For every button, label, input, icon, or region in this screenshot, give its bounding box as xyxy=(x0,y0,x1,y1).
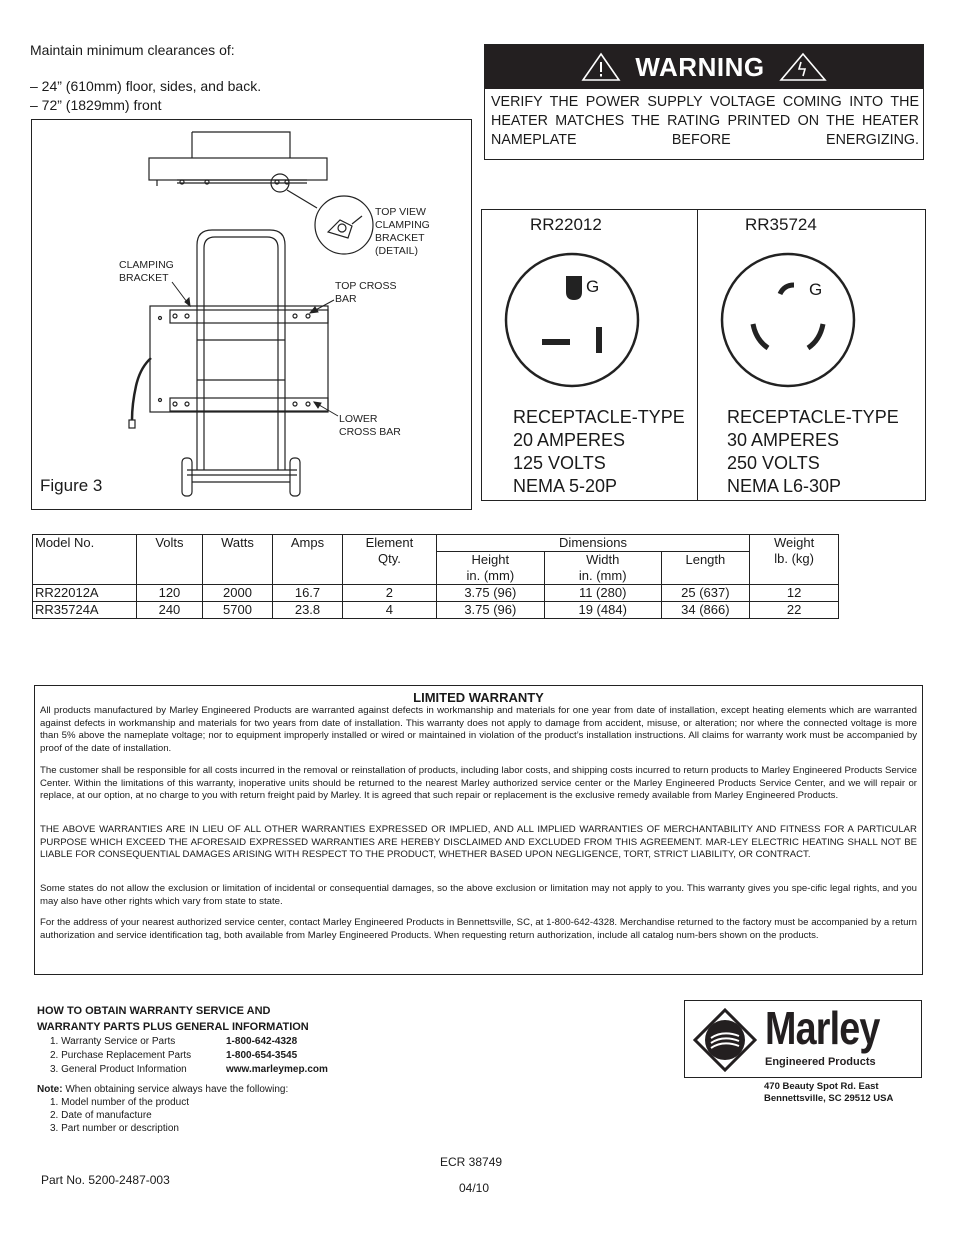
service-title: HOW TO OBTAIN WARRANTY SERVICE AND WARRANTY PARTS PLUS GENERAL INFORMATION xyxy=(37,1005,309,1033)
brand-tagline: Engineered Products xyxy=(765,1056,876,1068)
specification-table xyxy=(32,534,839,619)
clearance-item: – 24” (610mm) floor, sides, and back. xyxy=(30,78,262,94)
warranty-paragraph: All products manufactured by Marley Engineered Products are warranted against defects in workmanship and materials for one year from date of installation, except heating elements which are warranted against defects in workmanship and materials for two years from date of installation. This warranty does not apply to damage from accident, misuse, or alteration; nor where the connected voltage is more than 5% above the nameplate voltage; nor to equipment improperly installed or wired or maintained in violation of the product’s installation instructions. All claims for warranty work must be accompanied by proof of the date of installation. xyxy=(40,705,917,754)
header-length: Length xyxy=(661,552,750,585)
service-item-label: 3. General Product Information xyxy=(50,1064,187,1075)
cart-diagram xyxy=(32,120,471,509)
marley-logo xyxy=(684,1000,922,1078)
marley-emblem-icon xyxy=(693,1008,757,1072)
note-item: 1. Model number of the product xyxy=(50,1097,189,1108)
clamping-bracket-label: CLAMPING BRACKET xyxy=(119,259,174,284)
ground-label: G xyxy=(809,280,823,299)
note-item: 2. Date of manufacture xyxy=(50,1110,152,1121)
warranty-paragraph: THE ABOVE WARRANTIES ARE IN LIEU OF ALL OTHER WARRANTIES EXPRESSED OR IMPLIED, AND ALL IMPLIED WARRANTIES OF MERCHANTABILITY AND FITNESS FOR A PARTICULAR PURPOSE WHICH EXCEED THE AFORESAID EXPRESSED WARRANTIES ARE HEREBY DISCLAIMED AND EXCLUDED FROM THIS AGREEMENT. MAR-LEY ELECTRIC HEATING SHALL NOT BE LIABLE FOR CONSEQUENTIAL DAMAGES ARISING WITH RESPECT TO THE PRODUCT, WHETHER BASED UPON NEGLIGENCE, TORT, STRICT LIABILITY, OR CONTRACT. xyxy=(40,824,917,860)
nema-5-20-receptacle-icon xyxy=(504,252,640,388)
warranty-title: LIMITED WARRANTY xyxy=(413,690,544,705)
installation-figure xyxy=(31,119,472,510)
warranty-paragraph: The customer shall be responsible for all costs incurred in the removal or reinstallation of products, including labor costs, and shipping costs incurred to return products to Marley Engineered Products Service Center. Within the limitations of this warranty, inoperative units should be returned to the nearest Marley authorized service center or the Marley Engineered Products Service Center, and we will repair or replace, at our option, at no charge to you with return freight paid by Marley. It is agreed that such repair or replacement is the exclusive remedy available from Marley Engineered Products. xyxy=(40,765,917,801)
parts-phone-link[interactable]: 1-800-654-3545 xyxy=(226,1050,298,1061)
brand-name: Marley xyxy=(765,1002,880,1054)
table-row: RR22012A 120 2000 16.7 2 3.75 (96) 11 (280) 25 (637) 12 xyxy=(33,585,839,602)
header-watts: Watts xyxy=(202,535,272,585)
warranty-paragraph: Some states do not allow the exclusion or limitation of incidental or consequential damages, so the above exclusion or limitation may not apply to you. This warranty gives you spe-cific legal rights, and you may also have other rights which vary from state to state. xyxy=(40,883,917,907)
header-element: Element Qty. xyxy=(343,535,437,585)
company-address: 470 Beauty Spot Rd. East Bennettsville, SC 29512 USA xyxy=(764,1081,894,1104)
table-row: RR35724A 240 5700 23.8 4 3.75 (96) 19 (484) 34 (866) 22 xyxy=(33,602,839,619)
warning-text: VERIFY THE POWER SUPPLY VOLTAGE COMING INTO THE HEATER MATCHES THE RATING PRINTED ON THE HEATER NAMEPLATE BEFORE ENERGIZING. xyxy=(491,94,919,148)
part-number: Part No. 5200-2487-003 xyxy=(41,1173,170,1187)
receptacle-specs: RECEPTACLE-TYPE 30 AMPERES 250 VOLTS NEMA L6-30P xyxy=(727,407,899,496)
panel-divider xyxy=(697,210,698,500)
figure-caption: Figure 3 xyxy=(40,476,103,495)
header-dimensions: Dimensions xyxy=(436,535,749,552)
service-note: Note: When obtaining service always have the following: xyxy=(37,1084,289,1095)
header-weight: Weight lb. (kg) xyxy=(750,535,839,585)
clearances-title: Maintain minimum clearances of: xyxy=(30,42,235,58)
top-view-label: TOP VIEW CLAMPING BRACKET (DETAIL) xyxy=(375,206,430,257)
receptacle-model: RR22012 xyxy=(530,215,602,234)
warning-box xyxy=(484,44,924,160)
revision-date: 04/10 xyxy=(459,1181,490,1195)
ground-label: G xyxy=(586,277,600,296)
receptacle-model: RR35724 xyxy=(745,215,817,234)
service-item-label: 2. Purchase Replacement Parts xyxy=(50,1050,192,1061)
electric-shock-icon xyxy=(779,52,827,82)
receptacle-panel xyxy=(481,209,926,501)
header-amps: Amps xyxy=(272,535,342,585)
lower-cross-bar-label: LOWER CROSS BAR xyxy=(339,413,401,438)
nema-l6-30-receptacle-icon xyxy=(720,252,856,388)
website-link[interactable]: www.marleymep.com xyxy=(226,1064,328,1075)
caution-icon xyxy=(581,52,621,82)
service-phone-link[interactable]: 1-800-642-4328 xyxy=(226,1036,298,1047)
clearance-item: – 72” (1829mm) front xyxy=(30,97,162,113)
header-width: Width in. (mm) xyxy=(544,552,661,585)
header-model: Model No. xyxy=(33,535,137,585)
service-item-label: 1. Warranty Service or Parts xyxy=(50,1036,176,1047)
header-volts: Volts xyxy=(136,535,202,585)
receptacle-specs: RECEPTACLE-TYPE 20 AMPERES 125 VOLTS NEMA 5-20P xyxy=(513,407,685,496)
limited-warranty xyxy=(34,685,923,975)
ecr-number: ECR 38749 xyxy=(440,1155,503,1169)
top-cross-bar-label: TOP CROSS BAR xyxy=(335,280,397,305)
warning-title: WARNING xyxy=(635,51,765,82)
note-item: 3. Part number or description xyxy=(50,1123,179,1134)
warranty-paragraph: For the address of your nearest authorized service center, contact Marley Engineered Products in Bennettsville, SC, at 1-800-642-4328. Merchandise returned to the factory must be accompanied by a return authorization and service identification tag, both available from Marley Engineered Products. When requesting return authorization, include all catalog num-bers shown on the products. xyxy=(40,917,917,941)
warning-header xyxy=(485,45,923,89)
header-height: Height in. (mm) xyxy=(436,552,544,585)
